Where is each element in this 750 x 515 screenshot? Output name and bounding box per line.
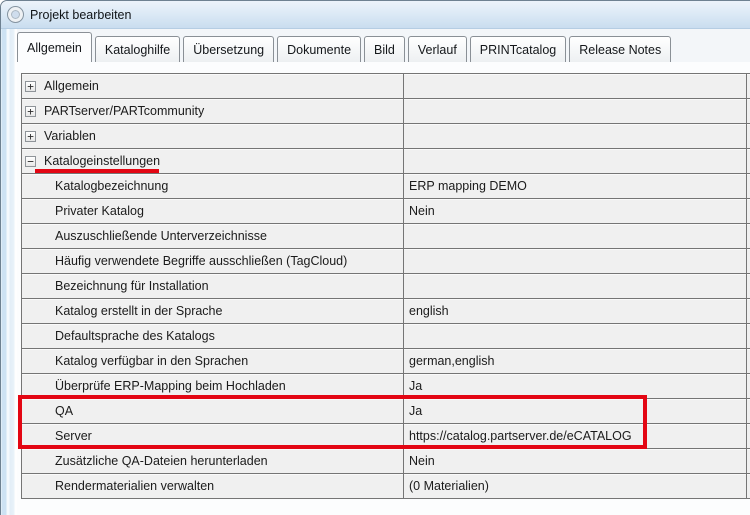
property-value-cell[interactable] [404,349,747,373]
tab-allgemein[interactable]: Allgemein [17,32,92,62]
tab-dokumente[interactable]: Dokumente [277,36,361,62]
property-value-cell[interactable] [404,174,747,198]
window-left-frame [1,29,17,515]
property-row[interactable] [22,274,750,299]
project-circle-icon [8,7,23,22]
row-label: Häufig verwendete Begriffe ausschließen (TagCloud) [55,254,348,268]
row-label: Defaultsprache des Katalogs [55,329,215,343]
title-bar[interactable] [1,1,750,29]
row-value: ERP mapping DEMO [409,179,527,193]
tab-kataloghilfe[interactable]: Kataloghilfe [95,36,180,62]
property-row[interactable] [22,249,750,274]
collapse-icon[interactable]: − [25,156,36,167]
row-label: Katalog erstellt in der Sprache [55,304,223,318]
tab-strip [17,29,750,62]
property-name-cell[interactable] [22,249,404,273]
row-label: Privater Katalog [55,204,144,218]
expand-icon[interactable]: + [25,106,36,117]
row-value: german,english [409,354,495,368]
red-underline-annotation [35,169,159,173]
property-value-cell[interactable] [404,249,747,273]
property-row[interactable] [22,199,750,224]
property-value-cell[interactable] [404,74,747,98]
property-value-cell[interactable] [404,124,747,148]
property-value-cell[interactable] [404,274,747,298]
property-name-cell[interactable] [22,74,404,98]
tab--bersetzung[interactable]: Übersetzung [183,36,274,62]
property-name-cell[interactable] [22,349,404,373]
property-value-cell[interactable] [404,324,747,348]
row-label: Bezeichnung für Installation [55,279,209,293]
row-label: Katalogeinstellungen [44,154,161,168]
property-name-cell[interactable] [22,199,404,223]
property-value-cell[interactable] [404,449,747,473]
row-value: Nein [409,454,435,468]
property-value-cell[interactable] [404,299,747,323]
tab-bild[interactable]: Bild [364,36,405,62]
property-value-cell[interactable] [404,224,747,248]
property-row[interactable] [22,174,750,199]
property-name-cell[interactable] [22,99,404,123]
property-value-cell[interactable] [404,149,747,173]
tab-release-notes[interactable]: Release Notes [569,36,671,62]
property-name-cell[interactable] [22,224,404,248]
property-value-cell[interactable] [404,199,747,223]
row-value: Ja [409,379,423,393]
property-row[interactable] [22,299,750,324]
tab-verlauf[interactable]: Verlauf [408,36,467,62]
section-row[interactable] [22,124,750,149]
expand-icon[interactable]: + [25,81,36,92]
row-label: Katalog verfügbar in den Sprachen [55,354,249,368]
row-label: QA [55,404,74,418]
row-label: Auszuschließende Unterverzeichnisse [55,229,267,243]
row-label: Allgemein [44,79,99,93]
property-name-cell[interactable] [22,274,404,298]
window-title: Projekt bearbeiten [30,7,132,22]
row-label: Überprüfe ERP-Mapping beim Hochladen [55,379,286,393]
tab-printcatalog[interactable]: PRINTcatalog [470,36,566,62]
property-value-cell[interactable] [404,99,747,123]
section-row[interactable] [22,99,750,124]
property-name-cell[interactable] [22,474,404,498]
row-label: Zusätzliche QA-Dateien herunterladen [55,454,268,468]
property-row[interactable] [22,349,750,374]
property-name-cell[interactable] [22,299,404,323]
property-name-cell[interactable] [22,449,404,473]
row-value: Ja [409,404,423,418]
property-row[interactable] [22,474,750,499]
property-name-cell[interactable] [22,324,404,348]
red-box-annotation [18,395,647,449]
row-label: Rendermaterialien verwalten [55,479,215,493]
expand-icon[interactable]: + [25,131,36,142]
property-row[interactable] [22,324,750,349]
row-label: PARTserver/PARTcommunity [44,104,205,118]
row-label: Variablen [44,129,96,143]
property-row[interactable] [22,449,750,474]
row-value: english [409,304,449,318]
row-label: Katalogbezeichnung [55,179,169,193]
property-name-cell[interactable] [22,174,404,198]
row-value: (0 Materialien) [409,479,489,493]
section-row[interactable] [22,74,750,99]
property-name-cell[interactable] [22,124,404,148]
property-value-cell[interactable] [404,474,747,498]
row-value: https://catalog.partserver.de/eCATALOG [409,429,632,443]
property-row[interactable] [22,224,750,249]
row-value: Nein [409,204,435,218]
row-label: Server [55,429,92,443]
